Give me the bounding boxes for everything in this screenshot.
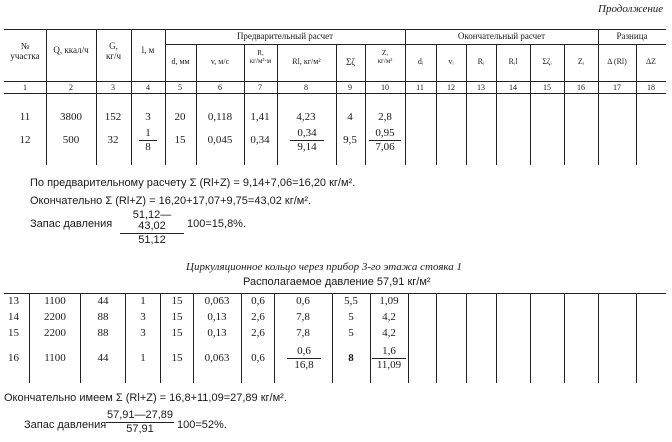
cell-z: 4,2 bbox=[382, 327, 396, 339]
cell-l: 3 bbox=[140, 327, 146, 339]
cell-r: 2,6 bbox=[251, 327, 265, 339]
col-header-r: R, кг/м²·м bbox=[249, 49, 272, 65]
fraction-numerator: 57,91—27,89 bbox=[106, 409, 174, 421]
body-vline bbox=[365, 93, 366, 165]
group-header-final: Окончательный расчет bbox=[457, 31, 546, 41]
cell-rl: 7,8 bbox=[296, 311, 310, 323]
fraction-numerator: 0,34 bbox=[297, 127, 317, 139]
cell-d: 15 bbox=[171, 327, 183, 339]
body-vline bbox=[46, 93, 47, 165]
col-header-delta-z: ΔZ bbox=[645, 57, 657, 66]
body-vline bbox=[564, 93, 565, 165]
bottom-table-top-rule bbox=[4, 293, 666, 294]
body-vline bbox=[29, 293, 30, 383]
body-vline bbox=[564, 293, 565, 383]
body-vline bbox=[636, 93, 637, 165]
cell-v: 0,13 bbox=[207, 327, 227, 339]
cell-l: 3 bbox=[145, 111, 151, 123]
header-vline bbox=[636, 44, 637, 93]
col-number: 9 bbox=[348, 83, 352, 92]
col-number: 6 bbox=[218, 83, 222, 92]
cell-q: 3800 bbox=[60, 111, 82, 123]
cell-v: 0,13 bbox=[207, 311, 227, 323]
body-vline bbox=[165, 93, 166, 165]
cell-z: 2,8 bbox=[378, 111, 392, 123]
final-total-text: Окончательно имеем Σ (Rl+Z) = 16,8+11,09=27,89 кг/м². bbox=[4, 392, 287, 404]
reserve-result: 100=15,8%. bbox=[187, 218, 247, 230]
col-header-delta-rl: Δ (Rl) bbox=[607, 57, 627, 66]
cell-section: 16 bbox=[8, 352, 19, 364]
available-pressure: Располагаемое давление 57,91 кг/м² bbox=[243, 276, 431, 288]
cell-v: 0,063 bbox=[204, 295, 230, 307]
cell-rl-fraction bbox=[287, 346, 321, 371]
cell-r: 0,34 bbox=[250, 134, 270, 146]
body-vline bbox=[277, 93, 278, 165]
cell-r: 0,6 bbox=[251, 352, 265, 364]
cell-rl-fraction bbox=[290, 128, 324, 153]
header-vline bbox=[530, 44, 531, 93]
final-sum-text: Окончательно Σ (Rl+Z) = 16,20+17,07+9,75=43,02 кг/м². bbox=[30, 195, 312, 207]
header-vline bbox=[564, 44, 565, 93]
cell-z-fraction bbox=[372, 346, 406, 371]
fraction-denominator: 8 bbox=[145, 141, 151, 153]
body-vline bbox=[336, 93, 337, 165]
cell-q: 1100 bbox=[44, 352, 66, 364]
cell-section: 12 bbox=[19, 134, 31, 146]
body-vline bbox=[131, 93, 132, 165]
cell-z-fraction bbox=[369, 128, 401, 153]
continuation-label: Продолжение bbox=[598, 3, 664, 15]
reserve-result: 100=52%. bbox=[177, 419, 227, 431]
header-vline bbox=[436, 44, 437, 93]
col-number: 16 bbox=[577, 83, 585, 92]
header-vline bbox=[496, 44, 497, 93]
fraction-numerator: 51,12—43,02 bbox=[132, 209, 172, 232]
col-number: 1 bbox=[23, 83, 27, 92]
cell-g: 32 bbox=[107, 134, 119, 146]
col-header-zeta: Σζ bbox=[346, 57, 355, 67]
col-header-vi: vᵢ bbox=[448, 57, 454, 66]
cell-q: 500 bbox=[62, 134, 80, 146]
body-vline bbox=[530, 293, 531, 383]
group-header-prelim: Предварительный расчет bbox=[236, 31, 334, 41]
cell-d: 15 bbox=[171, 295, 183, 307]
cell-v: 0,063 bbox=[204, 352, 230, 364]
cell-d: 15 bbox=[171, 352, 183, 364]
fraction-numerator: 1 bbox=[145, 127, 151, 139]
cell-g: 88 bbox=[97, 311, 109, 323]
cell-g: 44 bbox=[97, 352, 109, 364]
cell-rl: 4,23 bbox=[296, 111, 316, 123]
cell-v: 0,118 bbox=[207, 111, 233, 123]
col-header-zi: Zᵢ bbox=[577, 57, 585, 66]
ring-title: Циркуляционное кольцо через прибор 3-го этажа стояка 1 bbox=[186, 261, 463, 273]
col-header-z: Z, кг/м² bbox=[377, 49, 393, 65]
cell-zeta: 5 bbox=[348, 311, 354, 323]
col-header-ril: Rᵢl bbox=[508, 57, 518, 66]
reserve-label: Запас давления bbox=[24, 419, 107, 431]
col-number: 15 bbox=[543, 83, 551, 92]
col-header-zetai: Σζᵢ bbox=[542, 57, 552, 66]
cell-section: 13 bbox=[8, 295, 19, 307]
cell-d: 15 bbox=[171, 311, 183, 323]
header-vline bbox=[336, 44, 337, 93]
cell-g: 44 bbox=[97, 295, 109, 307]
body-vline bbox=[96, 93, 97, 165]
cell-r: 2,6 bbox=[251, 311, 265, 323]
fraction-denominator: 11,09 bbox=[376, 359, 402, 371]
cell-q: 1100 bbox=[44, 295, 66, 307]
fraction-denominator: 51,12 bbox=[138, 234, 166, 246]
col-number: 2 bbox=[69, 83, 73, 92]
cell-q: 2200 bbox=[44, 327, 66, 339]
col-number: 18 bbox=[647, 83, 655, 92]
col-header-l: l, м bbox=[141, 45, 155, 55]
body-vline bbox=[598, 293, 599, 383]
col-header-di: dᵢ bbox=[417, 57, 424, 66]
col-number: 12 bbox=[447, 83, 455, 92]
cell-z: 4,2 bbox=[382, 311, 396, 323]
header-vline bbox=[466, 44, 467, 93]
body-vline bbox=[436, 293, 437, 383]
header-vline bbox=[196, 44, 197, 93]
reserve-fraction bbox=[106, 410, 174, 435]
cell-zeta: 4 bbox=[347, 111, 353, 123]
table-top-rule bbox=[4, 29, 666, 30]
fraction-denominator: 16,8 bbox=[294, 359, 314, 371]
col-number: 14 bbox=[509, 83, 517, 92]
col-header-section-no: № участка bbox=[10, 41, 40, 61]
cell-section: 11 bbox=[19, 111, 31, 123]
header-bottom-rule bbox=[4, 81, 666, 82]
fraction-denominator: 9,14 bbox=[297, 141, 317, 153]
cell-g: 152 bbox=[104, 111, 122, 123]
body-vline bbox=[496, 293, 497, 383]
col-header-q: Q, ккал/ч bbox=[53, 45, 89, 55]
col-header-rl: Rl, кг/м² bbox=[292, 57, 321, 66]
fraction-numerator: 0,6 bbox=[297, 345, 311, 357]
cell-l-fraction bbox=[139, 128, 157, 153]
col-number: 4 bbox=[146, 83, 150, 92]
cell-d: 20 bbox=[174, 111, 186, 123]
body-vline bbox=[466, 293, 467, 383]
body-vline bbox=[496, 93, 497, 165]
cell-r: 1,41 bbox=[250, 111, 270, 123]
body-vline bbox=[436, 93, 437, 165]
cell-d: 15 bbox=[174, 134, 186, 146]
body-vline bbox=[636, 293, 637, 383]
prelim-sum-text: По предварительному расчету Σ (Rl+Z) = 9,14+7,06=16,20 кг/м². bbox=[30, 177, 356, 189]
cell-v: 0,045 bbox=[207, 134, 233, 146]
cell-r: 0,6 bbox=[251, 295, 265, 307]
body-vline bbox=[405, 93, 406, 165]
header-vline bbox=[46, 29, 47, 93]
cell-zeta: 5,5 bbox=[344, 295, 358, 307]
fraction-numerator: 1,6 bbox=[382, 345, 396, 357]
header-vline bbox=[277, 44, 278, 93]
fraction-denominator: 57,91 bbox=[126, 423, 154, 435]
cell-zeta: 8 bbox=[348, 352, 354, 364]
cell-z: 1,09 bbox=[379, 295, 399, 307]
body-vline bbox=[530, 93, 531, 165]
fraction-denominator: 7,06 bbox=[375, 141, 395, 153]
group-header-diff: Разница bbox=[616, 31, 648, 41]
body-vline bbox=[466, 93, 467, 165]
body-vline bbox=[598, 93, 599, 165]
fraction-numerator: 0,95 bbox=[375, 127, 395, 139]
cell-l: 1 bbox=[140, 295, 146, 307]
cell-l: 1 bbox=[140, 352, 146, 364]
cell-zeta: 5 bbox=[348, 327, 354, 339]
col-number: 7 bbox=[258, 83, 262, 92]
col-number: 3 bbox=[111, 83, 115, 92]
col-number: 13 bbox=[477, 83, 485, 92]
number-row-rule bbox=[4, 93, 666, 94]
cell-rl: 0,6 bbox=[296, 295, 310, 307]
col-number: 5 bbox=[178, 83, 182, 92]
col-header-g: G, кг/ч bbox=[105, 41, 122, 61]
col-header-v: v, м/с bbox=[210, 57, 230, 66]
body-vline bbox=[244, 93, 245, 165]
col-number: 11 bbox=[416, 83, 424, 92]
col-number: 10 bbox=[381, 83, 389, 92]
col-header-d: d, мм bbox=[171, 57, 190, 66]
header-vline bbox=[131, 29, 132, 93]
cell-section: 14 bbox=[8, 311, 19, 323]
cell-zeta: 9,5 bbox=[343, 134, 357, 146]
cell-rl: 7,8 bbox=[296, 327, 310, 339]
cell-g: 88 bbox=[97, 327, 109, 339]
col-number: 8 bbox=[304, 83, 308, 92]
body-vline bbox=[196, 93, 197, 165]
reserve-label: Запас давления bbox=[30, 218, 113, 230]
col-number: 17 bbox=[613, 83, 621, 92]
cell-q: 2200 bbox=[44, 311, 66, 323]
cell-section: 15 bbox=[8, 327, 19, 339]
cell-l: 3 bbox=[140, 311, 146, 323]
group-header-rule bbox=[165, 44, 666, 45]
reserve-fraction bbox=[120, 210, 184, 246]
col-header-ri: Rᵢ bbox=[477, 57, 485, 66]
